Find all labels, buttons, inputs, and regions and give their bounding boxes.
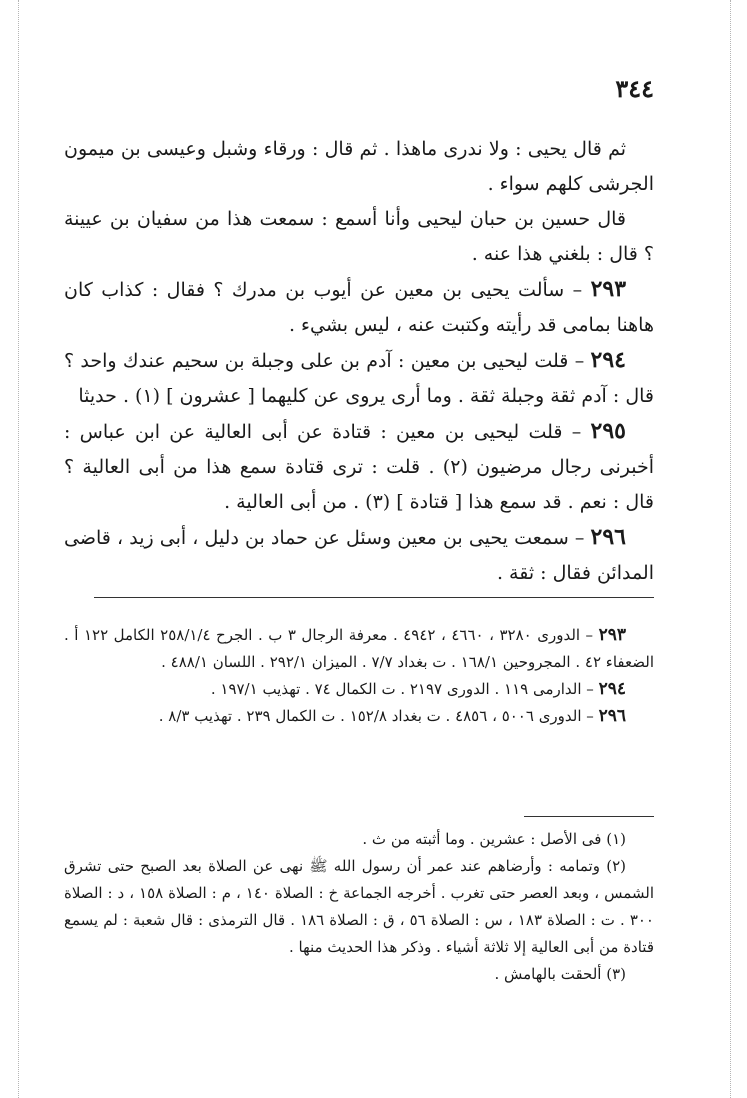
- footnote-1: (١) فى الأصل : عشرين . وما أثبته من ث .: [362, 830, 626, 848]
- paragraph-intro: ثم قال يحيى : ولا ندرى ماهذا . ثم قال : ورقاء وشبل وعيسى بن ميمون الجرشى كلهم سواء .: [64, 138, 654, 195]
- entry-text: – قلت ليحيى بن معين : قتادة عن أبى العالية عن ابن عباس : أخبرنى رجال مرضيون (٢) . قلت : ترى قتادة سمع هذا من أبى العالية ؟ قال : نعم . قد سمع هذا [ قتادة ] (٣) . من أبى العالية .: [64, 421, 654, 513]
- entry-number: ٢٩٦: [590, 524, 626, 550]
- reference-294: [64, 676, 654, 703]
- footnote-3: (٣) ألحقت بالهامش .: [494, 965, 626, 983]
- entry-number: ٢٩٥: [590, 418, 626, 444]
- paragraph-husayn: قال حسين بن حبان ليحيى وأنا أسمع : سمعت هذا من سفيان بن عيينة ؟ قال : بلغني هذا عنه .: [64, 208, 654, 265]
- entry-number: ٢٩٤: [590, 347, 626, 373]
- reference-296: [64, 703, 654, 730]
- reference-number: ٢٩٣: [598, 625, 626, 645]
- reference-number: ٢٩٦: [598, 706, 626, 726]
- reference-text: – الدورى ٣٢٨٠ ، ٤٦٦٠ ، ٤٩٤٢ . معرفة الرجال ٣ ب . الجرح ٢٥٨/١/٤ الكامل ١٢٢ أ . الضعفاء ٤٢ . المجروحين ١٦٨/١ . ت بغداد ٧/٧ . الميزان ٢٩٢/١ . اللسان ٤٨٨/١ .: [64, 626, 654, 671]
- reference-293: [64, 622, 654, 676]
- references-section: [64, 622, 654, 730]
- entry-293: [64, 272, 654, 343]
- page-number: ٣٤٤: [615, 74, 654, 103]
- entry-text: – سألت يحيى بن معين عن أيوب بن مدرك ؟ فقال : كذاب كان هاهنا بمامى قد رأيته وكتبت عنه ، ليس بشيء .: [64, 279, 654, 336]
- reference-text: – الدارمى ١١٩ . الدورى ٢١٩٧ . ت الكمال ٧٤ . تهذيب ١٩٧/١ .: [210, 680, 594, 698]
- notes-divider: [524, 816, 654, 817]
- entry-296: [64, 520, 654, 591]
- reference-text: – الدورى ٥٠٠٦ ، ٤٨٥٦ . ت بغداد ١٥٢/٨ . ت الكمال ٢٣٩ . تهذيب ٨/٣ .: [158, 707, 594, 725]
- footnote-2: (٢) وتمامه : وأرضاهم عند عمر أن رسول الله ﷺ نهى عن الصلاة بعد الصبح حتى تشرق الشمس ، وبعد العصر حتى تغرب . أخرجه الجماعة خ : الصلاة ١٤٠ ، م : الصلاة ١٥٨ ، د : الصلاة ٣٠٠ . ت : الصلاة ١٨٣ ، س : الصلاة ٥٦ ، ق : الصلاة ١٨٦ . قال الترمذى : قال شعبة : لم يسمع قتادة من أبى العالية إلا ثلاثة أشياء . وذكر هذا الحديث منها .: [64, 857, 654, 956]
- reference-number: ٢٩٤: [598, 679, 626, 699]
- entry-text: – قلت ليحيى بن معين : آدم بن على وجبلة بن سحيم عندك واحد ؟ قال : آدم ثقة وجبلة ثقة . وما أرى يروى عن كليهما [ عشرون ] (١) . حديثا: [64, 350, 654, 407]
- entry-text: – سمعت يحيى بن معين وسئل عن حماد بن دليل ، أبى زيد ، قاضى المدائن فقال : ثقة .: [64, 527, 654, 584]
- entry-294: [64, 343, 654, 414]
- scan-dotted-edge-left: [18, 0, 19, 1098]
- entry-295: [64, 414, 654, 520]
- entry-number: ٢٩٣: [590, 276, 627, 302]
- scan-dotted-edge-right: [730, 0, 731, 1098]
- footnotes-section: [64, 826, 654, 988]
- footnote-divider: [94, 597, 654, 598]
- main-text: [64, 132, 654, 591]
